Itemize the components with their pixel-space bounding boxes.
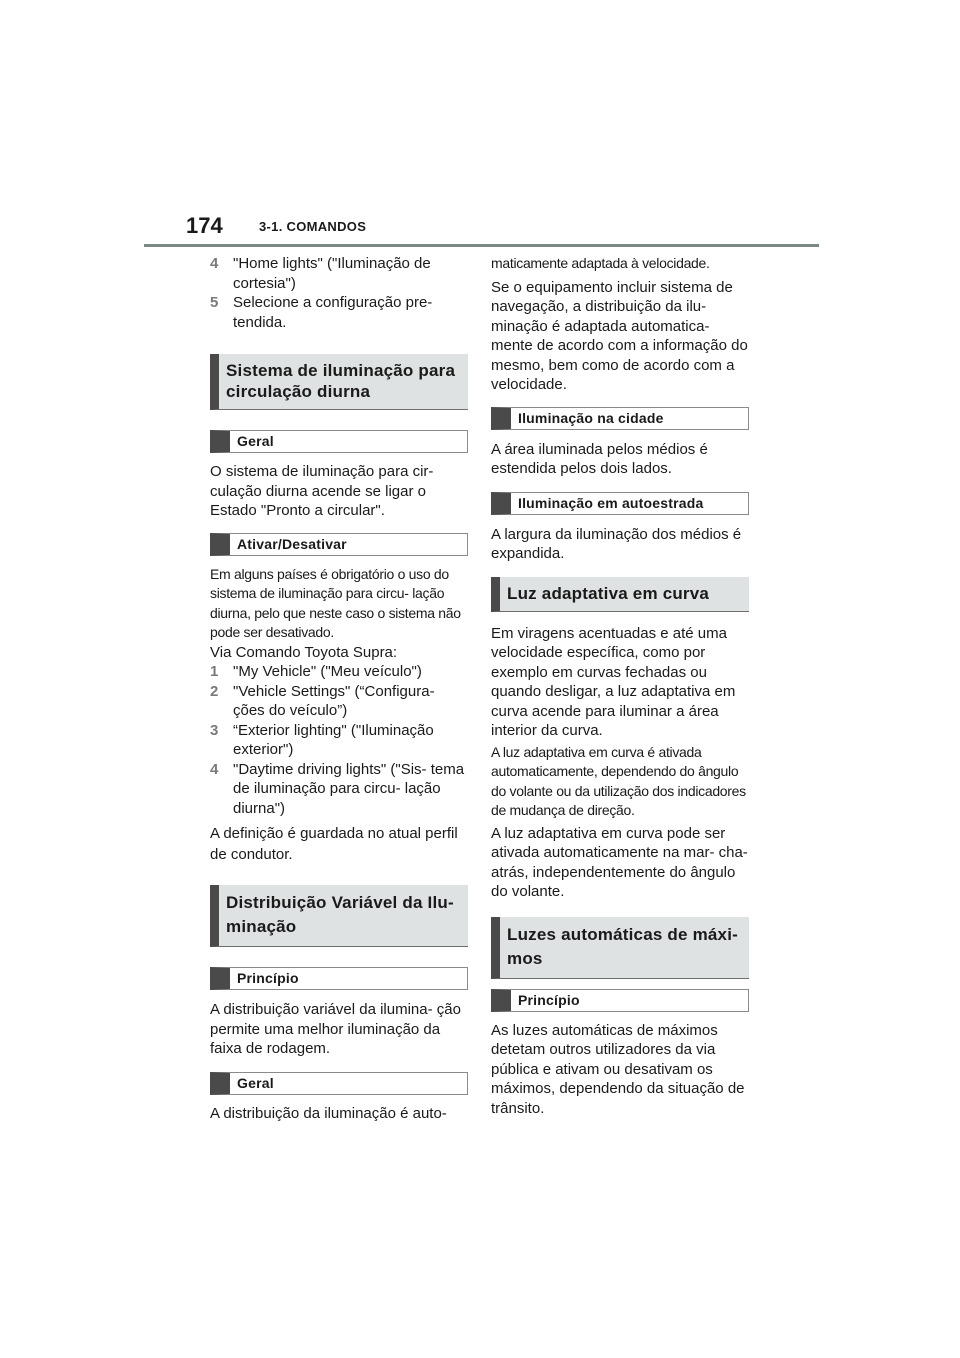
subheading-principio: Princípio	[210, 967, 468, 990]
paragraph-continuation: maticamente adaptada à velocidade.	[491, 255, 710, 271]
chapter-title: 3-1. COMANDOS	[259, 219, 367, 234]
step-text: “Exterior lighting" ("Iluminação exterior")	[233, 721, 434, 758]
step-item	[210, 293, 468, 332]
subheading-autoestrada: Iluminação em autoestrada	[491, 492, 749, 515]
subheading-principio-2: Princípio	[491, 989, 749, 1012]
paragraph-auto: A distribuição da iluminação é auto-	[210, 1104, 447, 1122]
page-number: 174	[186, 213, 223, 238]
step-text: "Home lights" ("Iluminação de cortesia")	[233, 255, 431, 292]
step-number: 4	[210, 760, 219, 778]
subheading-ativar: Ativar/Desativar	[210, 533, 468, 556]
section-heading-curva: Luz adaptativa em curva	[491, 577, 749, 612]
step-item	[210, 682, 468, 721]
paragraph-navegacao: Se o equipamento incluir sistema de navegação, a distribuição da ilu- minação é adaptada automatica- mente de acordo com a informação do mesmo, bem como de acordo com a velocidade.	[491, 278, 748, 393]
section-heading-drl: Sistema de iluminação para circulação diurna	[210, 354, 468, 410]
step-number: 1	[210, 663, 219, 680]
step-number: 4	[210, 255, 219, 272]
paragraph-drl: O sistema de iluminação para cir- culação diurna acende se ligar o Estado "Pronto a circular".	[210, 463, 434, 519]
subheading-geral-2: Geral	[210, 1072, 468, 1095]
section-heading-distribuicao: Distribuição Variável da Ilu- minação	[210, 885, 468, 947]
step-text: Selecione a configuração pre- tendida.	[233, 294, 433, 331]
step-text: "Vehicle Settings" (“Configura- ções do veículo”)	[233, 682, 435, 719]
paragraph-autoestrada: A largura da iluminação dos médios é expandida.	[491, 525, 742, 562]
subheading-cidade: Iluminação na cidade	[491, 407, 749, 430]
step-number: 2	[210, 682, 219, 700]
step-item	[210, 662, 468, 682]
paragraph-maximos: As luzes automáticas de máximos detetam outros utilizadores da via pública e ativam ou desativam os máximos, dependendo da situação de trânsito.	[491, 1021, 745, 1117]
step-number: 5	[210, 294, 219, 311]
paragraph-cidade: A área iluminada pelos médios é estendida pelos dois lados.	[491, 440, 708, 477]
paragraph-via: Via Comando Toyota Supra:	[210, 643, 398, 661]
step-text: "My Vehicle" ("Meu veículo")	[233, 663, 422, 680]
paragraph-curva-3: A luz adaptativa em curva pode ser ativada automaticamente na mar- cha-atrás, independentemente do ângulo do volante.	[491, 824, 748, 900]
step-text: "Daytime driving lights" ("Sis- tema de iluminação para circu- lação diurna")	[233, 760, 465, 817]
paragraph-distribuicao: A distribuição variável da ilumina- ção permite uma melhor iluminação da faixa de rodagem.	[210, 1001, 461, 1057]
paragraph-curva-2: A luz adaptativa em curva é ativada automaticamente, dependendo do ângulo do volante ou da utilização dos indicadores de mudança de direção.	[491, 743, 746, 818]
right-column	[491, 254, 749, 1118]
header-rule	[144, 244, 819, 247]
step-item	[210, 254, 468, 293]
step-item	[210, 760, 468, 819]
paragraph-obrigatorio: Em alguns países é obrigatório o uso do sistema de iluminação para circu- lação diurna, pelo que neste caso o sistema não pode ser desativado.	[210, 565, 461, 640]
paragraph-definicao: A definição é guardada no atual perfil de condutor.	[210, 825, 458, 863]
left-column	[210, 254, 468, 1123]
section-heading-maximos: Luzes automáticas de máxi- mos	[491, 917, 749, 979]
step-item	[210, 721, 468, 760]
subheading-geral: Geral	[210, 430, 468, 453]
paragraph-curva-1: Em viragens acentuadas e até uma velocidade específica, como por exemplo em curvas fechadas ou quando desligar, a luz adaptativa em curva acende para iluminar a área interior da curva.	[491, 624, 736, 739]
step-number: 3	[210, 721, 219, 739]
